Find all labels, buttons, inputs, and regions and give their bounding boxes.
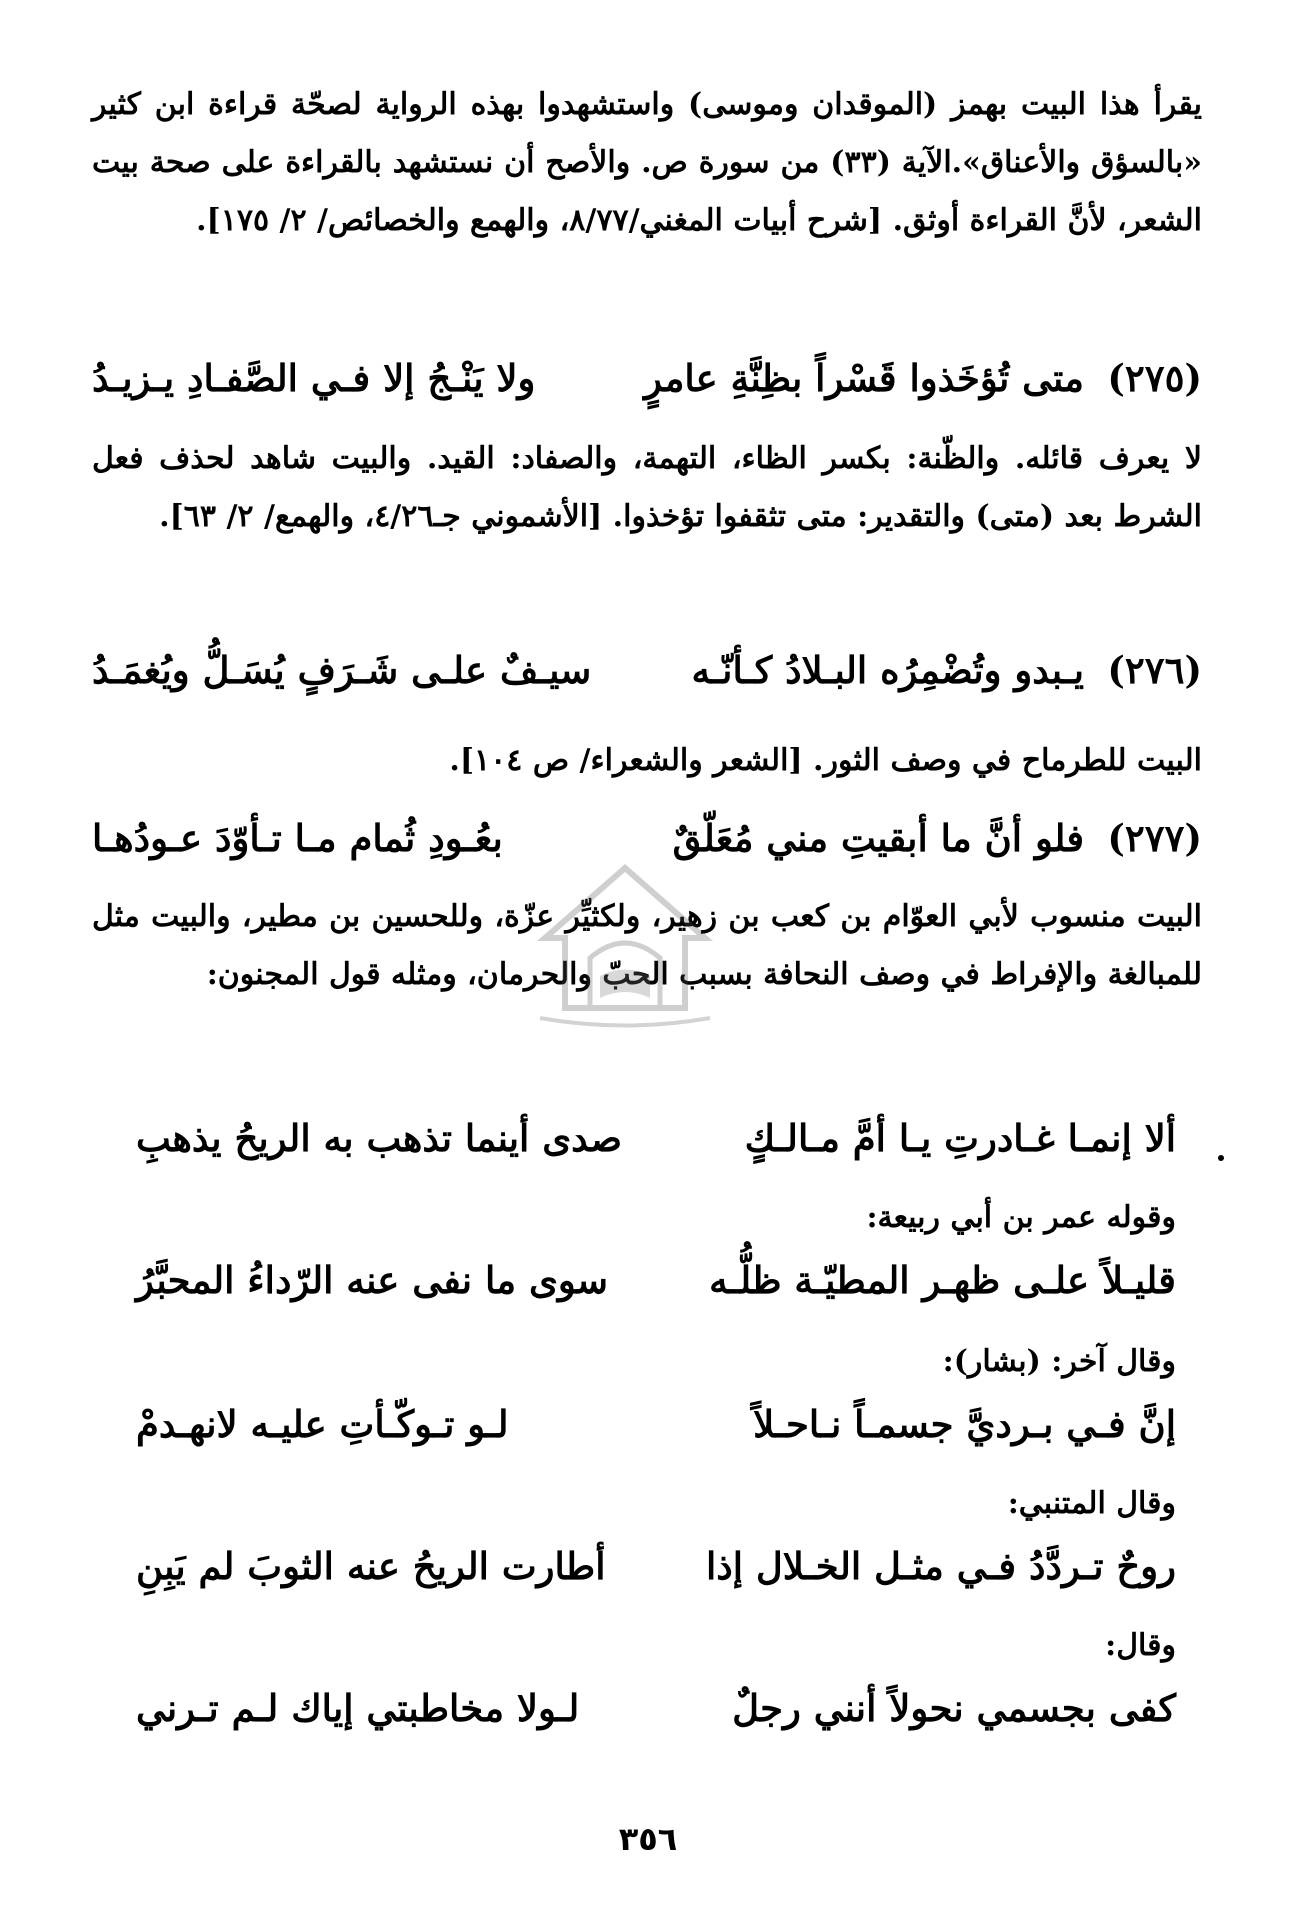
poem-last (136, 1678, 1176, 1738)
poem-intro-mutanabbi: وقال المتنبي: (1007, 1486, 1176, 1521)
library-watermark-icon (530, 858, 720, 1028)
verse-first-hemistich: يـبدو وتُضْمِرُه البـلادُ كـأنّـه (691, 648, 1084, 692)
poem-first-hemistich: روحٌ تـردَّدُ فـي مثـل الخـلال إذا (705, 1544, 1176, 1588)
stray-dot (1218, 1155, 1224, 1161)
verse-number: (٢٧٧) (1107, 816, 1202, 860)
poem-umar (136, 1250, 1176, 1310)
verse-first-hemistich: متى تُؤخَذوا قَسْراً بظِنَّةِ عامرٍ (644, 356, 1084, 400)
page-number: ٣٥٦ (618, 1820, 678, 1858)
verse-second-hemistich: ولا يَنْـجُ إلا فـي الصَّفـادِ يـزيـدُ (92, 356, 536, 400)
poem-intro-bashar: وقال آخر: (بشار): (942, 1344, 1176, 1379)
poem-intro-last: وقال: (1105, 1628, 1176, 1663)
commentary-paragraph-2: لا يعرف قائله. والظّنة: بكسر الظاء، التهمة، والصفاد: القيد. والبيت شاهد لحذف فعل الشرط بعد (متى) والتقدير: متى تثقفوا تؤخذوا. [الأشموني جـ٤/٢٦، والهمع/ ٢/ ٦٣]. (92, 441, 1202, 534)
poem-second-hemistich: لـو تـوكّـأتِ عليـه لانهـدمْ (136, 1402, 509, 1446)
poem-bashar (136, 1394, 1176, 1454)
verse-number: (٢٧٦) (1107, 648, 1202, 692)
verse-second-hemistich: بعُـودِ ثُمام مـا تـأوّدَ عـودُهـا (92, 816, 503, 860)
verse-number: (٢٧٥) (1107, 356, 1202, 400)
commentary-paragraph-1: يقرأ هذا البيت بهمز (الموقدان وموسى) واستشهدوا بهذه الرواية لصحّة قراءة ابن كثير «بالسؤق والأعناق».الآية (٣٣) من سورة ص. والأصح أن نستشهد بالقراءة على صحة بيت الشعر، لأنَّ القراءة أوثق. [شرح أبيات المغني/٨/٧٧، والهمع والخصائص/ ٢/ ١٧٥]. (92, 87, 1202, 238)
poem-second-hemistich: سوى ما نفى عنه الرّداءُ المحبَّرُ (136, 1258, 609, 1302)
commentary-paragraph-4: البيت منسوب لأبي العوّام بن كعب بن زهير، ولكثيِّر عزّة، وللحسين بن مطير، والبيت مثل للمبالغة والإفراط في وصف النحافة بسبب الحبّ والحرمان، ومثله قول المجنون: (92, 899, 1202, 992)
poem-first-hemistich: إنَّ فـي بـرديَّ جسمـاً نـاحـلاً (753, 1402, 1176, 1446)
verse-275 (92, 348, 1202, 408)
poem-second-hemistich: لـولا مخاطبتي إياك لـم تـرني (136, 1686, 580, 1730)
verse-276 (92, 640, 1202, 700)
commentary-paragraph-3: البيت للطرماح في وصف الثور. [الشعر والشعراء/ ص ١٠٤]. (449, 743, 1202, 778)
poem-mutanabbi (136, 1536, 1176, 1596)
poem-second-hemistich: أطارت الريحُ عنه الثوبَ لم يَبِنِ (136, 1544, 606, 1588)
poem-intro-umar: وقوله عمر بن أبي ربيعة: (866, 1200, 1176, 1235)
poem-first-hemistich: كفى بجسمي نحولاً أنني رجلٌ (732, 1686, 1176, 1730)
verse-first-hemistich: فلو أنَّ ما أبقيتِ مني مُعَلّقٌ (672, 816, 1084, 860)
poem-first-hemistich: قليـلاً علـى ظهـر المطيّـة ظلُّـه (709, 1258, 1176, 1302)
poem-majnun (136, 1108, 1176, 1168)
poem-first-hemistich: ألا إنمـا غـادرتِ يـا أمَّ مـالـكٍ (744, 1116, 1176, 1160)
verse-second-hemistich: سيـفٌ علـى شَـرَفٍ يُسَـلُّ ويُغمَـدُ (92, 648, 592, 692)
poem-second-hemistich: صدى أينما تذهب به الريحُ يذهبِ (136, 1116, 623, 1160)
